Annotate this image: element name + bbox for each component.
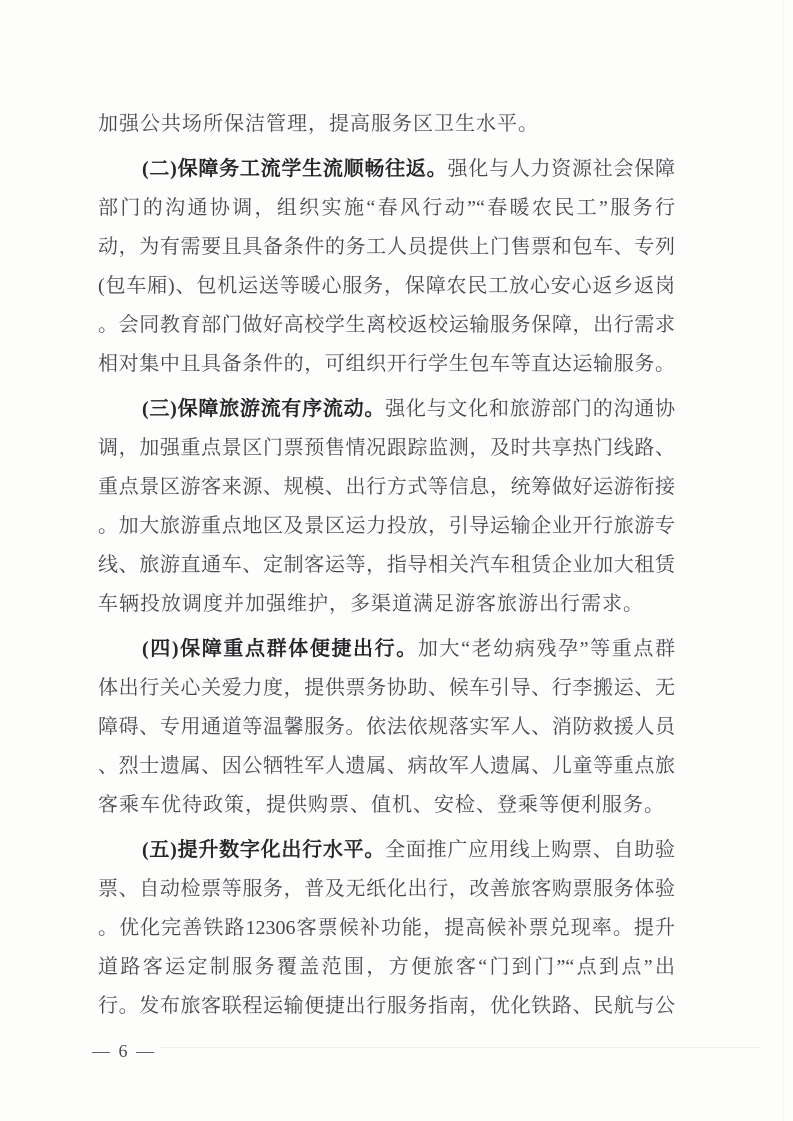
text-line (98, 267, 675, 306)
body-text: 相对集中且具备条件的，可组织开行学生包车等直达运输服务。 (98, 353, 675, 375)
text-line (98, 786, 675, 825)
text-line (98, 150, 675, 189)
text-line (98, 306, 675, 345)
text-line (98, 429, 675, 468)
body-text: 强化与文化和旅游部门的沟通协 (385, 398, 675, 420)
document-body (98, 105, 675, 1026)
text-line (98, 507, 675, 546)
body-text: 行。发布旅客联程运输便捷出行服务指南，优化铁路、民航与公 (98, 995, 675, 1017)
body-text: 道路客运定制服务覆盖范围，方便旅客“门到门”“点到点”出 (98, 956, 675, 978)
paragraph-continuation-top (98, 105, 675, 144)
body-text: 线、旅游直通车、定制客运等，指导相关汽车租赁企业加大租赁 (98, 554, 675, 576)
body-text: 部门的沟通协调，组织实施“春风行动”“春暖农民工”服务行 (98, 197, 675, 219)
item-heading: (四)保障重点群体便捷出行。 (142, 638, 418, 660)
body-text: 体出行关心关爱力度，提供票务协助、候车引导、行李搬运、无 (98, 677, 675, 699)
body-text: (包车厢)、包机运送等暖心服务，保障农民工放心安心返乡返岗 (98, 275, 675, 297)
item-heading: (三)保障旅游流有序流动。 (142, 398, 386, 420)
body-text: 障碍、专用通道等温馨服务。依法依规落实军人、消防救援人员 (98, 716, 675, 738)
text-line (98, 669, 675, 708)
text-line (98, 390, 675, 429)
item-heading: (二)保障务工流学生流顺畅往返。 (142, 158, 448, 180)
text-line (98, 468, 675, 507)
body-text: 全面推广应用线上购票、自助验 (385, 839, 675, 861)
body-text: 重点景区游客来源、规模、出行方式等信息，统筹做好运游衔接 (98, 476, 675, 498)
body-text: 。会同教育部门做好高校学生离校返校运输服务保障，出行需求 (98, 314, 675, 336)
text-line (98, 228, 675, 267)
text-line (98, 747, 675, 786)
page-number: — 6 — (92, 1041, 156, 1061)
body-text: 。优化完善铁路12306客票候补功能，提高候补票兑现率。提升 (98, 917, 675, 939)
paragraph-item-4 (98, 630, 675, 825)
body-text: 动，为有需要且具备条件的务工人员提供上门售票和包车、专列 (98, 236, 675, 258)
body-text: 调，加强重点景区门票预售情况跟踪监测，及时共享热门线路、 (98, 437, 675, 459)
text-line (98, 630, 675, 669)
text-line (98, 585, 675, 624)
text-line (98, 546, 675, 585)
body-text: 、烈士遗属、因公牺牲军人遗属、病故军人遗属、儿童等重点旅 (98, 755, 675, 777)
paragraph-item-5 (98, 831, 675, 1026)
text-line (98, 105, 675, 144)
body-text: 客乘车优待政策，提供购票、值机、安检、登乘等便利服务。 (98, 794, 665, 816)
item-heading: (五)提升数字化出行水平。 (142, 839, 386, 861)
body-text: 强化与人力资源社会保障 (447, 158, 675, 180)
body-text: 加大“老幼病残孕”等重点群 (417, 638, 675, 660)
body-text: 车辆投放调度并加强维护，多渠道满足游客旅游出行需求。 (98, 593, 644, 615)
text-line (98, 870, 675, 909)
body-text: 票、自动检票等服务，普及无纸化出行，改善旅客购票服务体验 (98, 878, 675, 900)
paragraph-item-3 (98, 390, 675, 624)
text-line (98, 345, 675, 384)
text-line (98, 831, 675, 870)
text-line (98, 189, 675, 228)
scan-artifact-line (160, 1047, 760, 1048)
paragraph-item-2 (98, 150, 675, 384)
body-text: 。加大旅游重点地区及景区运力投放，引导运输企业开行旅游专 (98, 515, 675, 537)
text-line (98, 948, 675, 987)
text-line (98, 708, 675, 747)
text-line (98, 909, 675, 948)
scan-artifact-edge (783, 0, 784, 1121)
text-line (98, 987, 675, 1026)
body-text: 加强公共场所保洁管理，提高服务区卫生水平。 (98, 113, 539, 135)
